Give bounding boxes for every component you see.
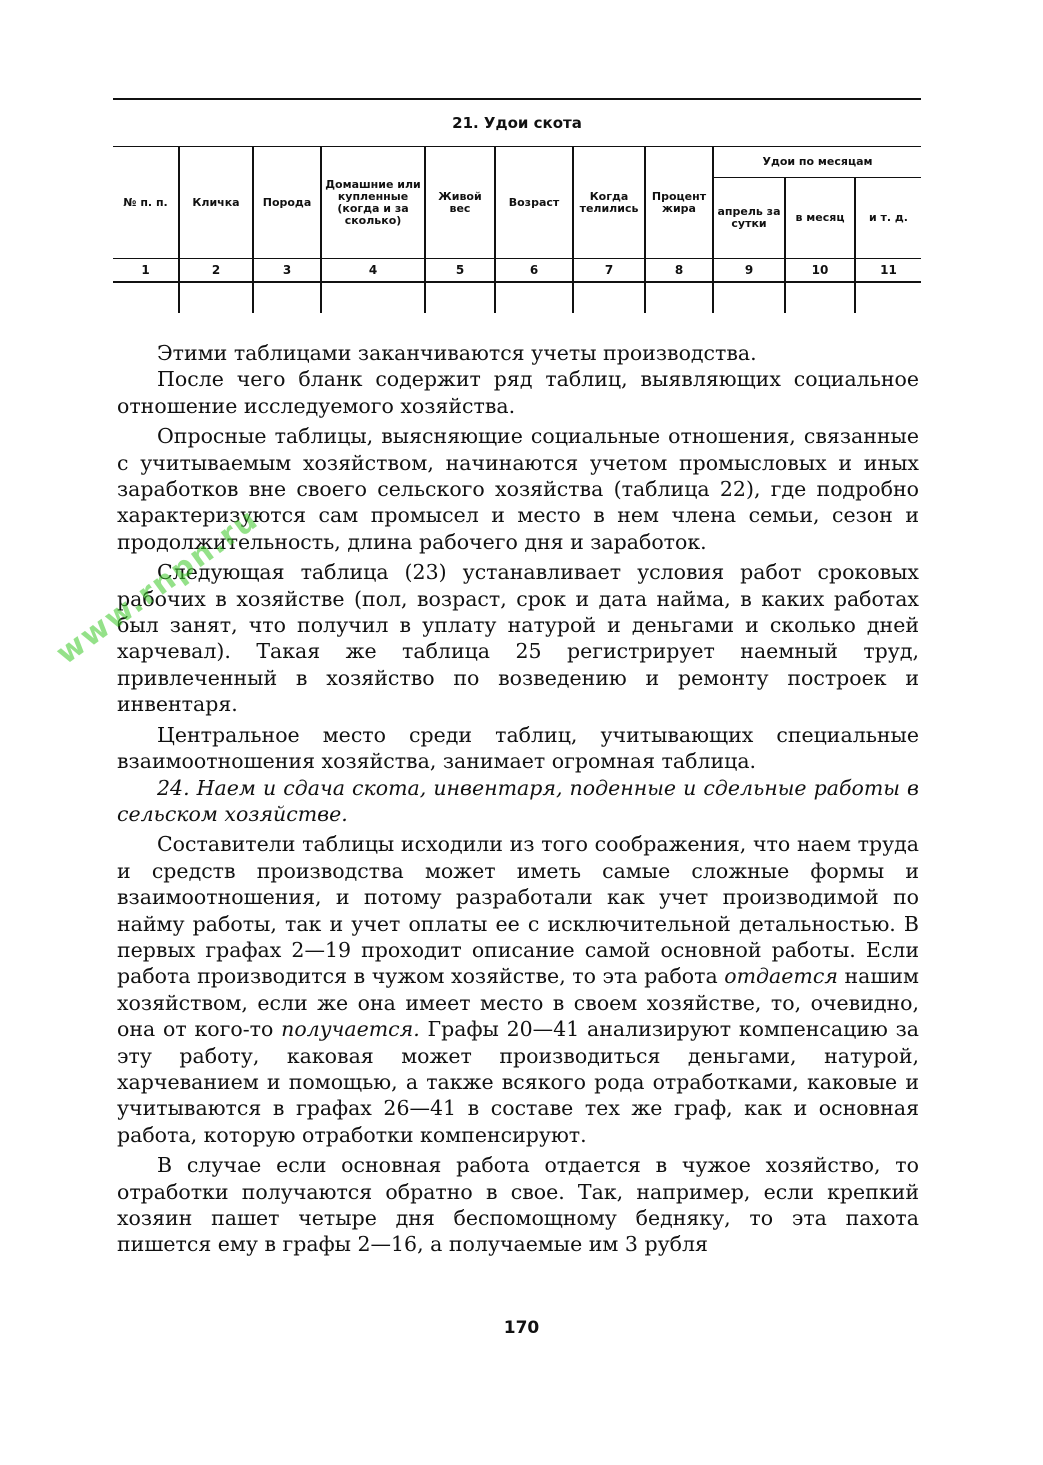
col-header-per-month: в месяц: [785, 178, 855, 259]
paragraph: Этими таблицами заканчиваются учеты производства.: [157, 341, 757, 365]
paragraph: Опросные таблицы, выясняющие социальные отношения, связанные с учитываемым хозяйством, начинаются учетом промысловых и иных заработков вне своего сельского хозяйства (таблица 22), где подробно характеризуются сам промысел и место в нем члена семьи, сезон и продолжительность, длина рабочего дня и заработок.: [117, 424, 919, 554]
col-number: 8: [645, 259, 713, 283]
col-number: 11: [855, 259, 921, 283]
paragraph: Следующая таблица (23) устанавливает условия работ сроковых рабочих в хозяйстве (пол, возраст, срок и дата найма, в каких работах был занят, что получил в уплату натурой и деньгами и сколько дней харчевал). Такая же таблица 25 регистрирует наемный труд, привлеченный в хозяйство по возведению и ремонту построек и инвентаря.: [117, 560, 919, 717]
paragraph: В случае если основная работа отдается в чужое хозяйство, то отработки получаются обратно в свое. Так, например, если крепкий хозяин пашет четыре дня беспомощному бедняку, то эта пахота пишется ему в графы 2—16, а получаемые им 3 рубля: [117, 1153, 919, 1257]
col-header-etc: и т. д.: [855, 178, 921, 259]
col-header-yield-group: Удои по месяцам: [713, 147, 921, 178]
empty-cell: [713, 282, 785, 313]
paragraph: [117, 831, 919, 1148]
empty-cell: [495, 282, 573, 313]
empty-cell: [645, 282, 713, 313]
empty-cell: [425, 282, 495, 313]
empty-cell: [253, 282, 321, 313]
table-grid: [113, 146, 921, 313]
body-text: [117, 340, 919, 1258]
empty-cell: [785, 282, 855, 313]
page-number: 170: [503, 1318, 540, 1338]
paragraph: Центральное место среди таблиц, учитывающих специальные взаимоотношения хозяйства, занимает огромная таблица.: [117, 722, 919, 774]
empty-cell: [573, 282, 645, 313]
text-run: Составители таблицы исходили из того соображения, что наем труда и средств производства может иметь самые сложные формы и взаимоотношения, и потому разработали как учет производимой по найму работы, так и учет оплаты ее с исключительной детальностью. В первых графах 2—19 проходит описание самой основной работы. Если работа производится в чужом хозяйстве, то эта работа: [117, 832, 919, 989]
col-number: 4: [321, 259, 425, 283]
empty-cell: [113, 282, 179, 313]
col-header-breed: Порода: [253, 147, 321, 259]
col-number: 2: [179, 259, 253, 283]
milk-yield-table: [113, 98, 921, 313]
empty-cell: [179, 282, 253, 313]
col-number: 5: [425, 259, 495, 283]
emphasis: получается.: [281, 1017, 420, 1042]
col-number: 10: [785, 259, 855, 283]
emphasis: отдается: [724, 964, 838, 989]
empty-cell: [855, 282, 921, 313]
col-header-calving: Когда телились: [573, 147, 645, 259]
col-header-name: Кличка: [179, 147, 253, 259]
col-number: 1: [113, 259, 179, 283]
text-run: Графы 20—41 анализируют компенсацию за эту работу, каковая может производиться деньгами, натурой, харчеванием и помощью, а также всякого рода отработками, каковые и учитываются в графах 26—41 в составе тех же граф, как и основная работа, которую отработки компенсируют.: [117, 1017, 919, 1147]
col-number: 6: [495, 259, 573, 283]
empty-table-row: [113, 282, 921, 313]
table-title: 21. Удои скота: [452, 114, 582, 132]
column-number-row: [113, 259, 921, 283]
watermark: www.rnpn.ru: [49, 501, 266, 672]
col-header-origin: Домашние или купленные (когда и за сколько): [321, 147, 425, 259]
text-run: нашим хозяйством, если же она имеет место в своем хозяйстве, то, очевидно, она от кого-то: [117, 964, 919, 1042]
col-number: 9: [713, 259, 785, 283]
col-header-april: апрель за сутки: [713, 178, 785, 259]
empty-cell: [321, 282, 425, 313]
italic-heading: 24. Наем и сдача скота, инвентаря, поденные и сдельные работы в сельском хозяйстве.: [117, 775, 919, 826]
col-number: 3: [253, 259, 321, 283]
col-number: 7: [573, 259, 645, 283]
col-header-fat: Процент жира: [645, 147, 713, 259]
col-header-weight: Живой вес: [425, 147, 495, 259]
paragraph: После чего бланк содержит ряд таблиц, выявляющих социальное отношение исследуемого хозяйства.: [117, 367, 919, 418]
col-header-age: Возраст: [495, 147, 573, 259]
col-header-number: № п. п.: [113, 147, 179, 259]
